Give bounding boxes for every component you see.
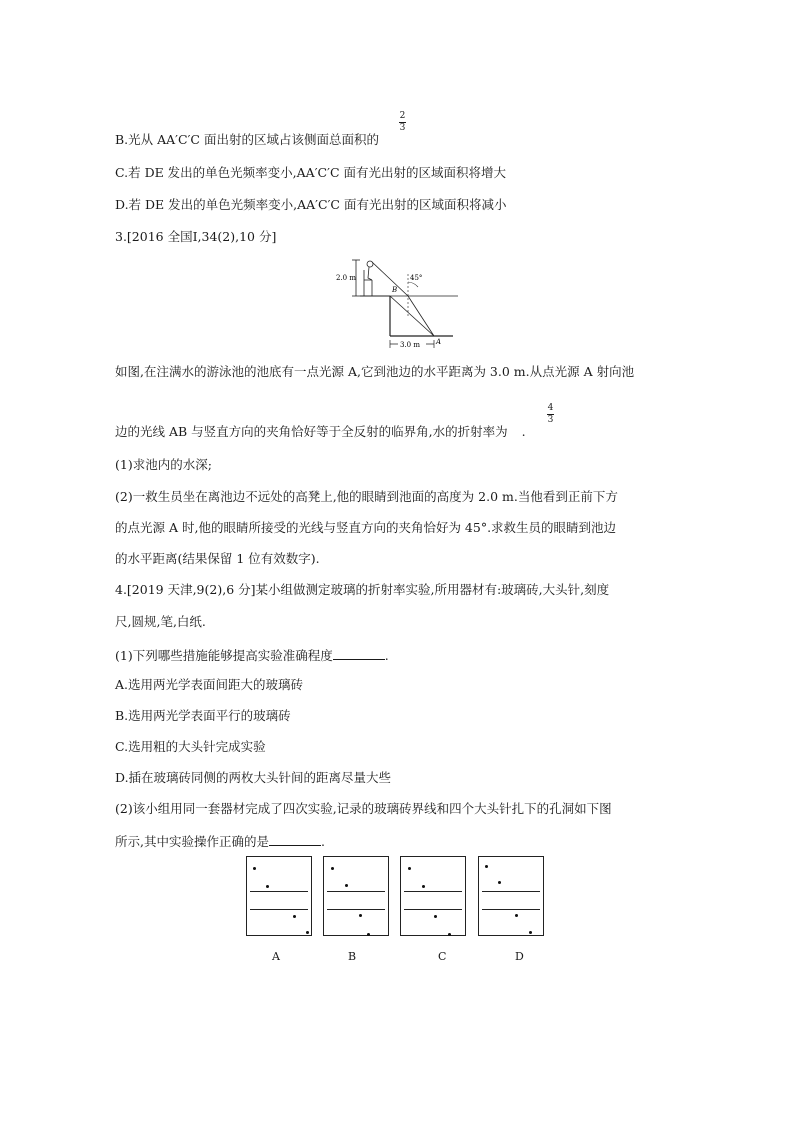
option-d: D.若 DE 发出的单色光频率变小,AA′C′C 面有光出射的区域面积将减小 bbox=[115, 197, 507, 212]
panel-b bbox=[323, 856, 389, 936]
pin-hole bbox=[266, 885, 269, 888]
pin-hole bbox=[485, 865, 488, 868]
panel-label-d: D bbox=[515, 950, 524, 963]
option-b-fraction: 2 3 bbox=[399, 111, 406, 133]
q4-sub2-line1: (2)该小组用同一套器材完成了四次实验,记录的玻璃砖界线和四个大头针扎下的孔洞如下图 bbox=[115, 801, 612, 816]
answer-blank-2[interactable] bbox=[269, 834, 321, 846]
glass-boundary bbox=[327, 909, 385, 910]
pin-hole bbox=[422, 885, 425, 888]
q4-sub1: (1)下列哪些措施能够提高实验准确程度 . bbox=[115, 648, 389, 663]
option-b: B.光从 AA′C′C 面出射的区域占该侧面总面积的 bbox=[115, 132, 379, 147]
pin-hole bbox=[367, 933, 370, 936]
pin-hole bbox=[529, 931, 532, 934]
q4-opt-b: B.选用两光学表面平行的玻璃砖 bbox=[115, 708, 291, 723]
pin-hole bbox=[331, 867, 334, 870]
pin-hole bbox=[434, 915, 437, 918]
pin-hole bbox=[359, 914, 362, 917]
panel-c bbox=[400, 856, 466, 936]
q4-line1: 4.[2019 天津,9(2),6 分]某小组做测定玻璃的折射率实验,所用器材有:玻璃砖,大头针,刻度 bbox=[115, 582, 610, 597]
pool-figure bbox=[330, 256, 465, 352]
panel-label-a: A bbox=[272, 950, 280, 963]
ray-in-air bbox=[372, 262, 408, 296]
q4-sub2-line2: 所示,其中实验操作正确的是 . bbox=[115, 834, 325, 849]
q3-sub1: (1)求池内的水深; bbox=[115, 457, 212, 472]
pin-hole bbox=[253, 867, 256, 870]
point-a-label: A bbox=[436, 338, 442, 346]
angle-label: 45° bbox=[410, 274, 423, 282]
pin-hole bbox=[498, 881, 501, 884]
point-b-label: B bbox=[392, 286, 398, 294]
q3-sub2-line3: 的水平距离(结果保留 1 位有效数字). bbox=[115, 551, 320, 566]
panel-label-c: C bbox=[438, 950, 447, 963]
q4-opt-d: D.插在玻璃砖同侧的两枚大头针间的距离尽量大些 bbox=[115, 770, 392, 785]
glass-boundary bbox=[404, 909, 462, 910]
glass-boundary bbox=[404, 891, 462, 892]
lifeguard-body-icon bbox=[368, 267, 372, 280]
q3-header: 3.[2016 全国Ⅰ,34(2),10 分] bbox=[115, 229, 277, 244]
refractive-index-fraction: 4 3 bbox=[547, 403, 554, 425]
glass-boundary bbox=[250, 909, 308, 910]
pin-hole bbox=[448, 933, 451, 936]
q3-sub2-line2: 的点光源 A 时,他的眼睛所接受的光线与竖直方向的夹角恰好为 45°.求救生员的眼睛到池边 bbox=[115, 520, 617, 535]
q3-line2: 边的光线 AB 与竖直方向的夹角恰好等于全反射的临界角,水的折射率为 . bbox=[115, 424, 526, 439]
angle-arc bbox=[408, 282, 418, 287]
q4-opt-a: A.选用两光学表面间距大的玻璃砖 bbox=[115, 677, 304, 692]
height-label: 2.0 m bbox=[336, 274, 356, 282]
panel-a bbox=[246, 856, 312, 936]
pin-hole bbox=[345, 884, 348, 887]
q3-sub2-line1: (2)一救生员坐在离池边不远处的高凳上,他的眼睛到池面的高度为 2.0 m.当他看到正前下方 bbox=[115, 489, 618, 504]
pin-hole bbox=[293, 915, 296, 918]
glass-boundary bbox=[482, 891, 540, 892]
width-label: 3.0 m bbox=[400, 341, 420, 349]
pin-hole bbox=[306, 931, 309, 934]
glass-boundary bbox=[327, 891, 385, 892]
glass-boundary bbox=[482, 909, 540, 910]
q3-line1: 如图,在注满水的游泳池的池底有一点光源 A,它到池边的水平距离为 3.0 m.从点光源 A 射向池 bbox=[115, 364, 635, 379]
panel-d bbox=[478, 856, 544, 936]
panel-label-b: B bbox=[348, 950, 357, 963]
glass-boundary bbox=[250, 891, 308, 892]
q4-opt-c: C.选用粗的大头针完成实验 bbox=[115, 739, 266, 754]
pin-hole bbox=[408, 867, 411, 870]
option-c: C.若 DE 发出的单色光频率变小,AA′C′C 面有光出射的区域面积将增大 bbox=[115, 165, 506, 180]
answer-blank-1[interactable] bbox=[333, 648, 385, 660]
q4-line2: 尺,圆规,笔,白纸. bbox=[115, 614, 206, 629]
pin-hole bbox=[515, 914, 518, 917]
